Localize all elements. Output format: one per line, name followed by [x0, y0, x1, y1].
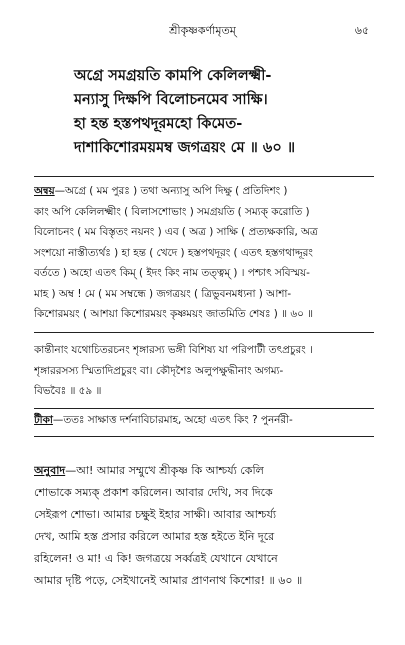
- anvaya-line: বর্ততে ) অহো এতৎ কিম্‌ ( ইদং কিং নাম তত্ত্বম্‌ ) । পশ্চাৎ সবিস্ময়-: [34, 267, 310, 279]
- anvaya-line: মাহ ) অম্ব ! মে ( মম সম্বন্ধে ) জগত্রয়ং ( ত্রিভুবনমধ্যনা ) আশা-: [34, 287, 292, 300]
- running-title: শ্রীকৃষ্ণকর্ণামৃতম্‌: [169, 24, 236, 37]
- anvaya-line: সংশয়ো নাস্তীত্যর্থঃ ) হা হন্ত ( খেদে ) হস্তপথদূরং ( এতৎ হস্তগথাদ্দূরং: [34, 246, 313, 259]
- running-header: [0, 22, 405, 40]
- anvaya-label: অন্বয়: [34, 185, 55, 197]
- commentary-line: কান্তীনাং যথোচিতরচনং শৃঙ্গারস্য ভঙ্গী বিশিষ্য যা পরিপাটী তৎপ্রচুরং ।: [34, 344, 313, 356]
- anubad-label: অনুবাদ: [34, 464, 66, 477]
- anubad-line: রহিলেন! ও মা! এ কি! জগত্রয়ে সর্ব্বত্রই যেখানে যেখানে: [34, 552, 278, 565]
- verse-block: [74, 64, 394, 160]
- section-divider: [34, 176, 374, 177]
- commentary-section: [34, 340, 374, 402]
- commentary-line: বিভবৈঃ ॥ ৫৯ ॥: [34, 385, 102, 397]
- verse-line: অগ্রে সমগ্রয়তি কামপি কেলিলক্ষ্মী-: [74, 68, 272, 84]
- anubad-line: —আ! আমার সম্মুখে শ্রীকৃষ্ণ কি আশ্চর্য্য কেলি: [65, 464, 264, 477]
- anvaya-line: —অগ্রে ( মম পুরঃ ) তথা অন্যাসু অপি দিক্ষু ( প্রতিদিশং ): [54, 185, 288, 197]
- verse-line: হা হন্ত হস্তপথদূরমহো কিমেত-: [74, 116, 243, 132]
- anubad-line: শোভাকে সম্যক্‌ প্রকাশ করিলেন। আবার দেখি, সব দিকে: [34, 486, 273, 499]
- anvaya-section: [34, 181, 374, 325]
- commentary-line: শৃঙ্গাররসস্য স্মিতাদিপ্রচুরং বা। কৌদৃশৈঃ অলুপক্ষুদ্ধীনাং অগম্য-: [34, 364, 284, 377]
- section-divider: [34, 332, 374, 333]
- tika-label: টীকা: [34, 414, 53, 426]
- anubad-line: দেখ, আমি হস্ত প্রসার করিলে আমার হস্ত হইতে ইনি দূরে: [34, 530, 275, 543]
- verse-line: মন্যাসু দিক্ষপি বিলোচনমেব সাক্ষি।: [74, 92, 268, 108]
- section-divider: [34, 408, 374, 409]
- page-number: ৬৫: [354, 24, 369, 37]
- anubad-section: [34, 460, 374, 592]
- tika-section: [34, 410, 374, 431]
- anvaya-line: বিলোচনং ( মম বিস্তৃতং নয়নং ) এব ( অত্র ) সাক্ষি ( প্রত্যক্ষকারি, অত্র: [34, 226, 318, 238]
- tika-text: —ততঃ সাক্ষাত্ত দর্শনাবিচারমাহ, অহো এতৎ কিং ? পুনর্নরী-: [52, 414, 293, 426]
- verse-line: দাশাকিশোরময়মম্ব জগত্রয়ং মে ॥ ৬০ ॥: [74, 140, 296, 156]
- anubad-line: সেইরূপ শোভা। আমার চক্ষুই ইহার সাক্ষী। আবার আশ্চর্য্য: [34, 508, 277, 521]
- section-divider: [34, 436, 374, 437]
- anvaya-line: কিশোরময়ং ( আশয়া কিশোরময়ং কৃষ্ণময়ং জাতমিতি শেষঃ ) ॥ ৬০ ॥: [34, 308, 314, 320]
- anvaya-line: কাং অপি কেলিলক্ষ্মীং ( বিলাসশোভাং ) সমগ্রয়তি ( সম্যক্‌ করোতি ): [34, 205, 310, 218]
- anubad-line: আমার দৃষ্টি পড়ে, সেইখানেই আমার প্রাণনাথ কিশোর! ॥ ৬০ ॥: [34, 574, 303, 587]
